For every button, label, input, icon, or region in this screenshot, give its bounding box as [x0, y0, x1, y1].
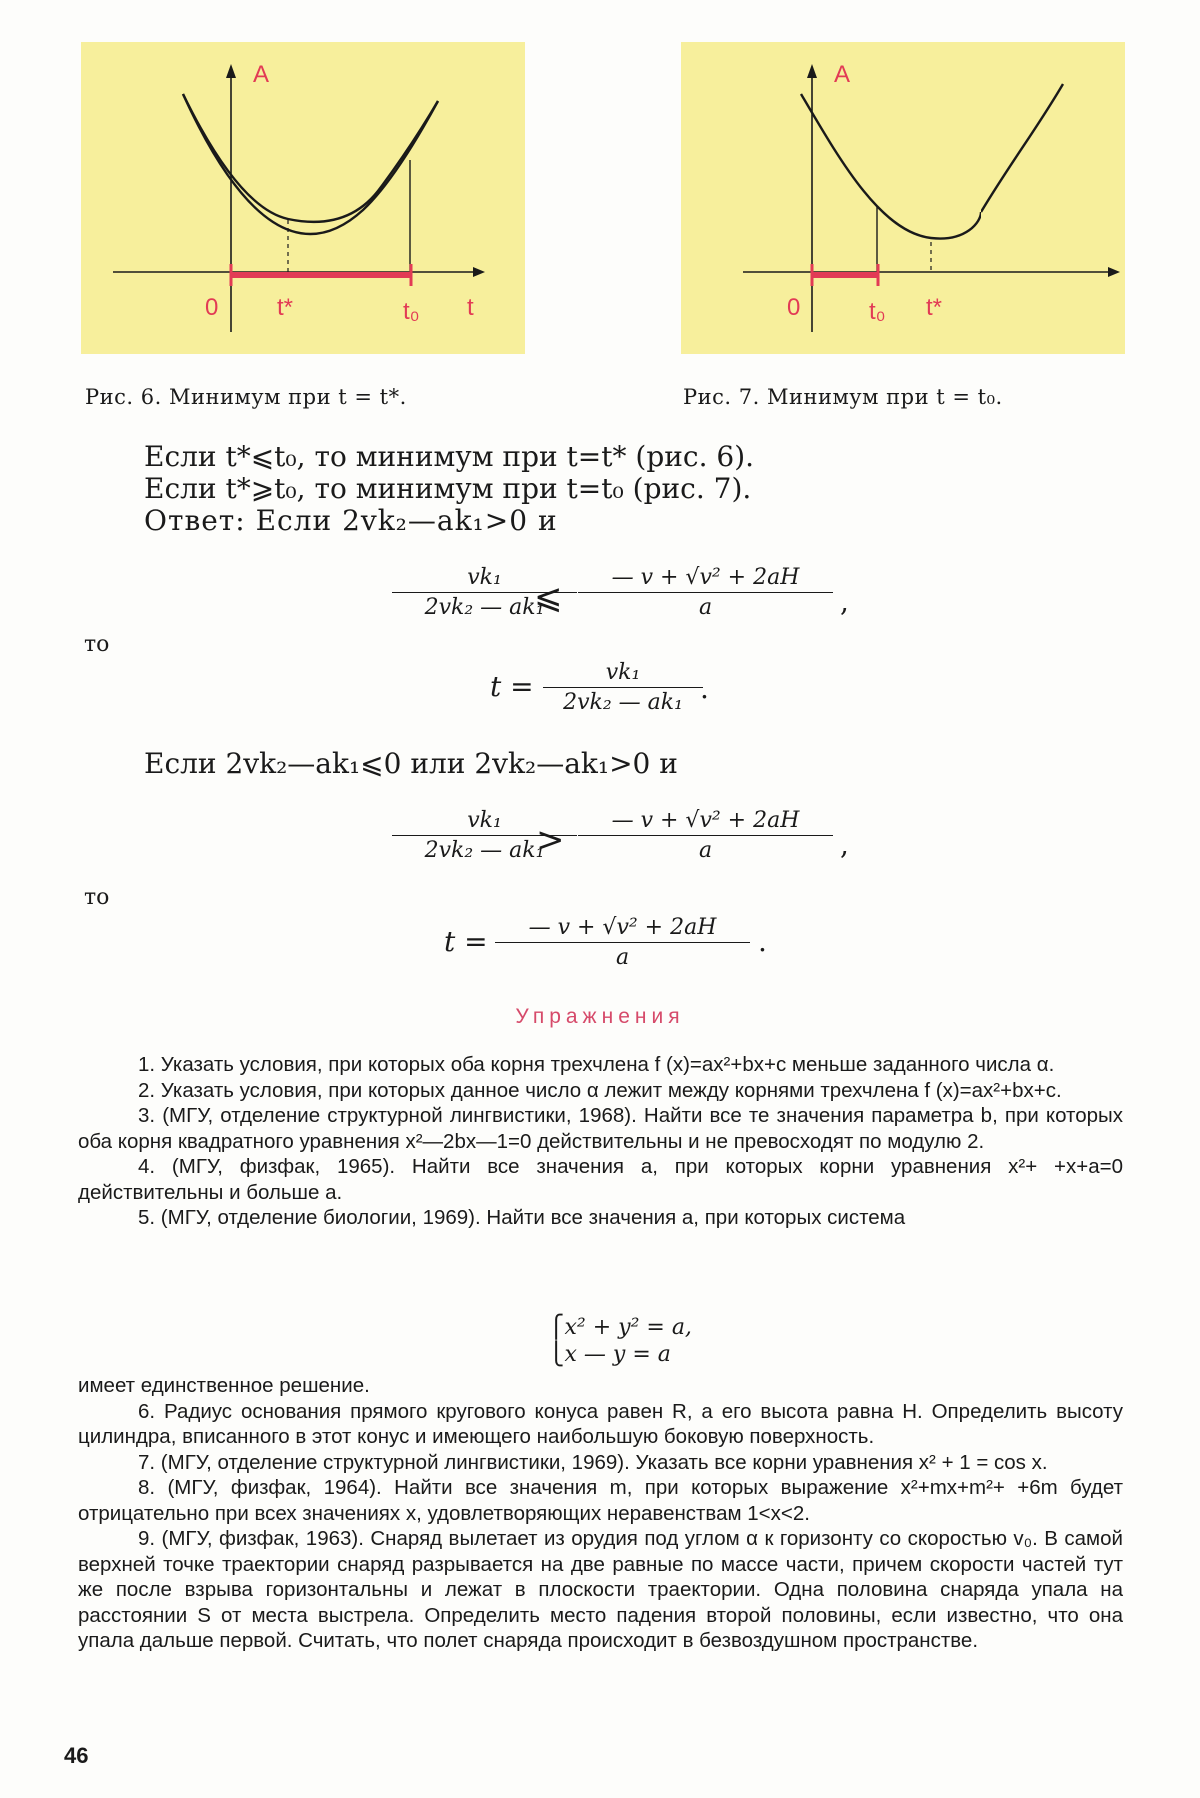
t-equals-2: t =: [444, 925, 488, 958]
t-axis-arrow: [473, 267, 485, 277]
system-equation-2: ⎩x — y = a: [548, 1342, 671, 1367]
exercise-5-end: имеет единственное решение.: [78, 1374, 370, 1397]
fraction-2-numerator: — v + √v² + 2aH: [578, 565, 833, 593]
exercise-9: 9. (МГУ, физфак, 1963). Снаряд вылетает из орудия под углом α к горизонту со скоростью v₀. В самой верхней точке траектории снаряд разрывается на две равные по массе части, причем скорости частей тут же после взрыва горизонтальны и лежат в плоскости траектории. Одна половина снаряда упала на расстоянии S от места выстрела. Определить место падения второй половины, если известно, что она упала дальше первой. Считать, что полет снаряда происходит в безвоздушном пространстве.: [78, 1527, 1123, 1652]
fraction-6-denominator: a: [615, 945, 630, 970]
fraction-3-denominator: 2vk₂ — ak₁: [563, 690, 683, 715]
relation-gt: >: [536, 820, 565, 860]
exercise-7: 7. (МГУ, отделение структурной лингвистики, 1969). Указать все корни уравнения x² + 1 = cos x.: [138, 1450, 1048, 1474]
exercise-8: 8. (МГУ, физфак, 1964). Найти все значения m, при которых выражение x²+mx+m²+ +6m будет отрицательно при всех значениях x, удовлетворяющих неравенствам 1<x<2.: [78, 1476, 1123, 1525]
axis-a-label: A: [834, 61, 851, 88]
axis-t-label: t: [467, 294, 474, 321]
exercise-4: 4. (МГУ, физфак, 1965). Найти все значения a, при которых корни уравнения x²+ +x+a=0 действительны и больше a.: [78, 1155, 1123, 1204]
figure-7-overlay: [681, 42, 1125, 354]
page-number: 46: [64, 1743, 89, 1768]
answer-line: Ответ: Если 2vk₂—ak₁>0 и: [144, 504, 558, 537]
fraction-5-denominator: a: [698, 838, 713, 863]
comma-1: ,: [840, 585, 849, 618]
figure-7-caption: Рис. 7. Минимум при t = t₀.: [683, 385, 1003, 409]
relation-le: ⩽: [534, 577, 563, 617]
then-word-1: то: [84, 632, 110, 657]
label-t0: t₀: [403, 298, 420, 325]
fraction-5: [578, 808, 833, 863]
figure-6: [81, 42, 525, 354]
exercise-5: 5. (МГУ, отделение биологии, 1969). Найти все значения a, при которых система: [138, 1206, 906, 1229]
label-zero: 0: [205, 294, 219, 321]
exercise-2: 2. Указать условия, при которых данное число α лежит между корнями трехчлена f (x)=ax²+bx+c.: [138, 1078, 1062, 1102]
fraction-3-numerator: vk₁: [543, 660, 703, 688]
fraction-5-numerator: — v + √v² + 2aH: [578, 808, 833, 836]
fraction-6: [495, 915, 750, 970]
fraction-1-denominator: 2vk₂ — ak₁: [424, 595, 545, 620]
label-t0: t₀: [869, 298, 886, 325]
label-tstar: t*: [277, 294, 294, 321]
fraction-1-numerator: vk₁: [392, 565, 577, 593]
figure-6-graph: [81, 42, 525, 354]
fraction-3: [543, 660, 703, 715]
system-equation-1: ⎧x² + y² = a,: [548, 1315, 692, 1340]
exercise-3: 3. (МГУ, отделение структурной лингвистики, 1968). Найти все те значения параметра b, при которых оба корня квадратного уравнения x²—2bx—1=0 действительны и не превосходят по модулю 2.: [78, 1104, 1123, 1153]
fraction-2-denominator: a: [698, 595, 713, 620]
condition-line-2: Если t*⩾t₀, то минимум при t=t₀ (рис. 7).: [144, 472, 752, 505]
condition-line-3: Если 2vk₂—ak₁⩽0 или 2vk₂—ak₁>0 и: [144, 747, 678, 780]
fraction-2: [578, 565, 833, 620]
exercise-1: 1. Указать условия, при которых оба корня трехчлена f (x)=ax²+bx+c меньше заданного числа α.: [138, 1053, 1055, 1076]
figure-6-caption: Рис. 6. Минимум при t = t*.: [85, 385, 407, 409]
a-axis-arrow: [226, 64, 236, 78]
axis-a-label: A: [253, 61, 270, 88]
exercise-6: 6. Радиус основания прямого кругового конуса равен R, а его высота равна H. Определить высоту цилиндра, вписанного в этот конус и имеющего наибольшую боковую поверхность.: [78, 1399, 1123, 1448]
condition-line-1: Если t*⩽t₀, то минимум при t=t* (рис. 6).: [144, 440, 755, 473]
parabola-curve-join: [183, 94, 438, 222]
comma-2: ,: [840, 828, 849, 861]
exercises-block-1: [78, 1052, 1123, 1231]
fraction-6-numerator: — v + √v² + 2aH: [495, 915, 750, 943]
equation-system: [548, 1314, 692, 1368]
exercises-block-2: [78, 1373, 1123, 1654]
exercises-heading: Упражнения: [515, 1005, 685, 1028]
t-equals-1: t =: [490, 670, 534, 703]
period-1: .: [700, 672, 709, 705]
fraction-4-denominator: 2vk₂ — ak₁: [424, 838, 545, 863]
figure-7: [681, 42, 1125, 354]
label-tstar: t*: [926, 294, 943, 321]
parabola-curve: [183, 94, 438, 234]
then-word-2: то: [84, 885, 110, 910]
label-zero: 0: [787, 294, 801, 321]
fraction-4-numerator: vk₁: [392, 808, 577, 836]
period-2: .: [758, 925, 767, 958]
